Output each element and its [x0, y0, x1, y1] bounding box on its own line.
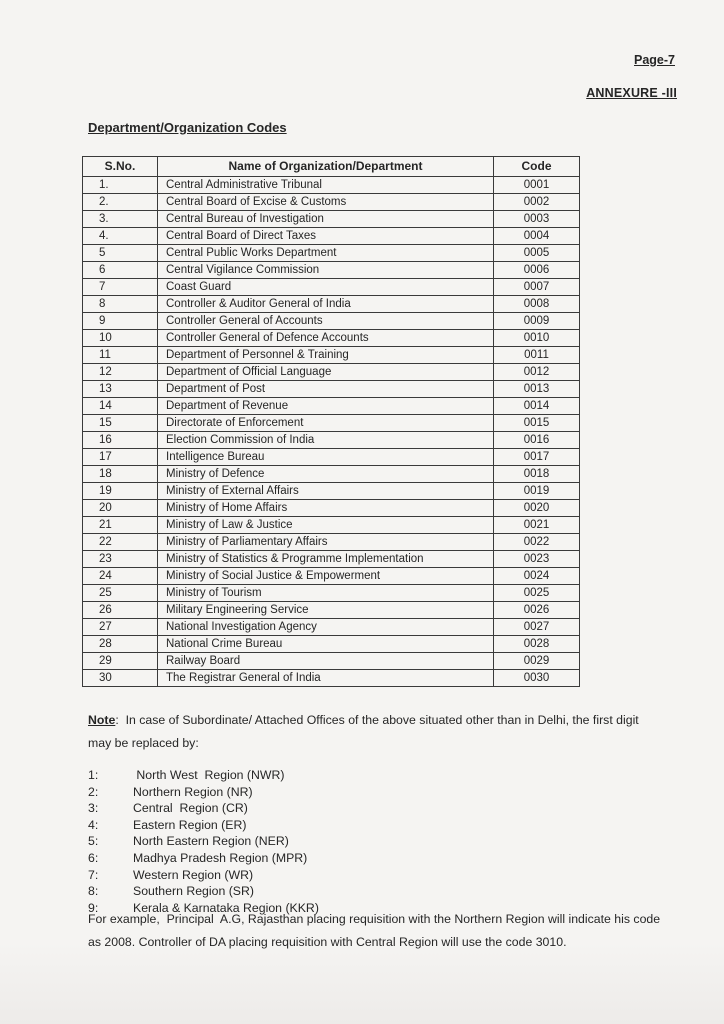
region-number: 3:: [88, 801, 99, 816]
region-item: [88, 884, 588, 901]
code-cell: 0027: [494, 619, 580, 636]
sno-header: S.No.: [83, 157, 158, 177]
code-cell: 0026: [494, 602, 580, 619]
org-name-cell: Election Commission of India: [158, 432, 494, 449]
table-row: [83, 279, 580, 296]
code-cell: 0024: [494, 568, 580, 585]
org-table-header: [83, 157, 580, 177]
table-row: [83, 534, 580, 551]
sno-cell: 30: [83, 670, 158, 687]
sno-cell: 15: [83, 415, 158, 432]
table-row: [83, 483, 580, 500]
code-cell: 0003: [494, 211, 580, 228]
region-label: North West Region (NWR): [133, 768, 285, 782]
sno-cell: 21: [83, 517, 158, 534]
code-cell: 0020: [494, 500, 580, 517]
org-name-cell: Controller & Auditor General of India: [158, 296, 494, 313]
table-row: [83, 330, 580, 347]
region-item: [88, 834, 588, 851]
sno-cell: 22: [83, 534, 158, 551]
region-item: [88, 801, 588, 818]
sno-cell: 27: [83, 619, 158, 636]
table-row: [83, 262, 580, 279]
table-row: [83, 432, 580, 449]
code-cell: 0004: [494, 228, 580, 245]
sno-cell: 17: [83, 449, 158, 466]
org-name-cell: Department of Personnel & Training: [158, 347, 494, 364]
code-cell: 0023: [494, 551, 580, 568]
region-number: 5:: [88, 834, 99, 849]
table-row: [83, 466, 580, 483]
sno-cell: 12: [83, 364, 158, 381]
note-body: : In case of Subordinate/ Attached Offices of the above situated other than in Delhi, the first digit may be replaced by:: [88, 713, 643, 750]
region-item: [88, 818, 588, 835]
region-number: 9:: [88, 900, 99, 915]
org-name-cell: Central Administrative Tribunal: [158, 177, 494, 194]
sno-cell: 7: [83, 279, 158, 296]
code-cell: 0001: [494, 177, 580, 194]
sno-cell: 19: [83, 483, 158, 500]
region-label: Western Region (WR): [133, 867, 254, 882]
org-name-cell: Central Vigilance Commission: [158, 262, 494, 279]
code-cell: 0009: [494, 313, 580, 330]
table-row: [83, 653, 580, 670]
note-paragraph: [88, 709, 660, 755]
org-name-cell: The Registrar General of India: [158, 670, 494, 687]
code-cell: 0006: [494, 262, 580, 279]
sno-cell: 1.: [83, 177, 158, 194]
sno-cell: 23: [83, 551, 158, 568]
region-item: [88, 868, 588, 885]
region-item: [88, 768, 588, 785]
org-name-cell: Central Bureau of Investigation: [158, 211, 494, 228]
sno-cell: 25: [83, 585, 158, 602]
sno-cell: 9: [83, 313, 158, 330]
org-name-cell: Central Public Works Department: [158, 245, 494, 262]
table-row: [83, 568, 580, 585]
code-cell: 0011: [494, 347, 580, 364]
org-name-cell: Central Board of Direct Taxes: [158, 228, 494, 245]
annexure-label: ANNEXURE -III: [586, 86, 677, 100]
region-number: 2:: [88, 784, 99, 799]
table-row: [83, 500, 580, 517]
sno-cell: 14: [83, 398, 158, 415]
org-name-cell: Coast Guard: [158, 279, 494, 296]
regions-list: [88, 768, 588, 917]
table-row: [83, 177, 580, 194]
code-cell: 0017: [494, 449, 580, 466]
code-cell: 0016: [494, 432, 580, 449]
region-label: North Eastern Region (NER): [133, 834, 289, 849]
code-cell: 0030: [494, 670, 580, 687]
code-cell: 0008: [494, 296, 580, 313]
table-row: [83, 670, 580, 687]
code-cell: 0015: [494, 415, 580, 432]
table-row: [83, 517, 580, 534]
region-label: Central Region (CR): [133, 801, 248, 816]
table-row: [83, 228, 580, 245]
table-row: [83, 296, 580, 313]
region-item: [88, 851, 588, 868]
org-name-cell: National Investigation Agency: [158, 619, 494, 636]
region-label: Eastern Region (ER): [133, 817, 247, 832]
note-label: Note: [88, 713, 116, 727]
org-name-header: Name of Organization/Department: [158, 157, 494, 177]
code-cell: 0019: [494, 483, 580, 500]
sno-cell: 16: [83, 432, 158, 449]
code-cell: 0028: [494, 636, 580, 653]
table-row: [83, 551, 580, 568]
org-name-cell: Ministry of Social Justice & Empowerment: [158, 568, 494, 585]
sno-cell: 3.: [83, 211, 158, 228]
region-number: 4:: [88, 817, 99, 832]
table-row: [83, 347, 580, 364]
code-cell: 0010: [494, 330, 580, 347]
table-row: [83, 619, 580, 636]
org-name-cell: Department of Post: [158, 381, 494, 398]
sno-cell: 18: [83, 466, 158, 483]
table-row: [83, 585, 580, 602]
sno-cell: 8: [83, 296, 158, 313]
table-row: [83, 194, 580, 211]
code-cell: 0021: [494, 517, 580, 534]
region-label: Northern Region (NR): [133, 784, 253, 799]
region-label: Southern Region (SR): [133, 884, 254, 899]
table-row: [83, 211, 580, 228]
code-cell: 0029: [494, 653, 580, 670]
org-codes-table: [82, 156, 580, 687]
code-cell: 0005: [494, 245, 580, 262]
region-label: Madhya Pradesh Region (MPR): [133, 850, 308, 865]
org-name-cell: Ministry of Home Affairs: [158, 500, 494, 517]
table-row: [83, 381, 580, 398]
org-name-cell: Department of Official Language: [158, 364, 494, 381]
sno-cell: 10: [83, 330, 158, 347]
sno-cell: 13: [83, 381, 158, 398]
code-cell: 0013: [494, 381, 580, 398]
sno-cell: 2.: [83, 194, 158, 211]
table-row: [83, 636, 580, 653]
table-header-row: [83, 157, 580, 177]
code-cell: 0014: [494, 398, 580, 415]
region-item: [88, 785, 588, 802]
sno-cell: 24: [83, 568, 158, 585]
sno-cell: 28: [83, 636, 158, 653]
code-cell: 0007: [494, 279, 580, 296]
org-name-cell: Ministry of Law & Justice: [158, 517, 494, 534]
region-number: 7:: [88, 867, 99, 882]
table-row: [83, 415, 580, 432]
region-number: 6:: [88, 850, 99, 865]
sno-cell: 29: [83, 653, 158, 670]
table-row: [83, 398, 580, 415]
page-number: Page-7: [634, 53, 675, 67]
org-name-cell: Military Engineering Service: [158, 602, 494, 619]
sno-cell: 26: [83, 602, 158, 619]
table-row: [83, 245, 580, 262]
table-row: [83, 602, 580, 619]
org-name-cell: Ministry of Defence: [158, 466, 494, 483]
org-name-cell: Ministry of Parliamentary Affairs: [158, 534, 494, 551]
org-name-cell: National Crime Bureau: [158, 636, 494, 653]
org-table-body: [83, 177, 580, 687]
code-cell: 0012: [494, 364, 580, 381]
code-cell: 0025: [494, 585, 580, 602]
region-label: Kerala & Karnataka Region (KKR): [133, 900, 319, 915]
org-name-cell: Directorate of Enforcement: [158, 415, 494, 432]
sno-cell: 4.: [83, 228, 158, 245]
org-name-cell: Controller General of Accounts: [158, 313, 494, 330]
sno-cell: 5: [83, 245, 158, 262]
code-cell: 0018: [494, 466, 580, 483]
example-paragraph: For example, Principal A.G, Rajasthan placing requisition with the Northern Region will indicate his code as 2008. Controller of DA placing requisition with Central Region will use the code 3010.: [88, 912, 664, 949]
sno-cell: 6: [83, 262, 158, 279]
org-name-cell: Ministry of Statistics & Programme Implementation: [158, 551, 494, 568]
region-number: 1:: [88, 768, 99, 782]
code-cell: 0022: [494, 534, 580, 551]
table-row: [83, 313, 580, 330]
org-name-cell: Ministry of External Affairs: [158, 483, 494, 500]
table-row: [83, 449, 580, 466]
org-name-cell: Railway Board: [158, 653, 494, 670]
org-name-cell: Controller General of Defence Accounts: [158, 330, 494, 347]
code-header: Code: [494, 157, 580, 177]
org-name-cell: Intelligence Bureau: [158, 449, 494, 466]
org-name-cell: Ministry of Tourism: [158, 585, 494, 602]
section-title: Department/Organization Codes: [88, 120, 287, 135]
sno-cell: 20: [83, 500, 158, 517]
org-name-cell: Department of Revenue: [158, 398, 494, 415]
region-number: 8:: [88, 884, 99, 899]
sno-cell: 11: [83, 347, 158, 364]
code-cell: 0002: [494, 194, 580, 211]
org-name-cell: Central Board of Excise & Customs: [158, 194, 494, 211]
table-row: [83, 364, 580, 381]
